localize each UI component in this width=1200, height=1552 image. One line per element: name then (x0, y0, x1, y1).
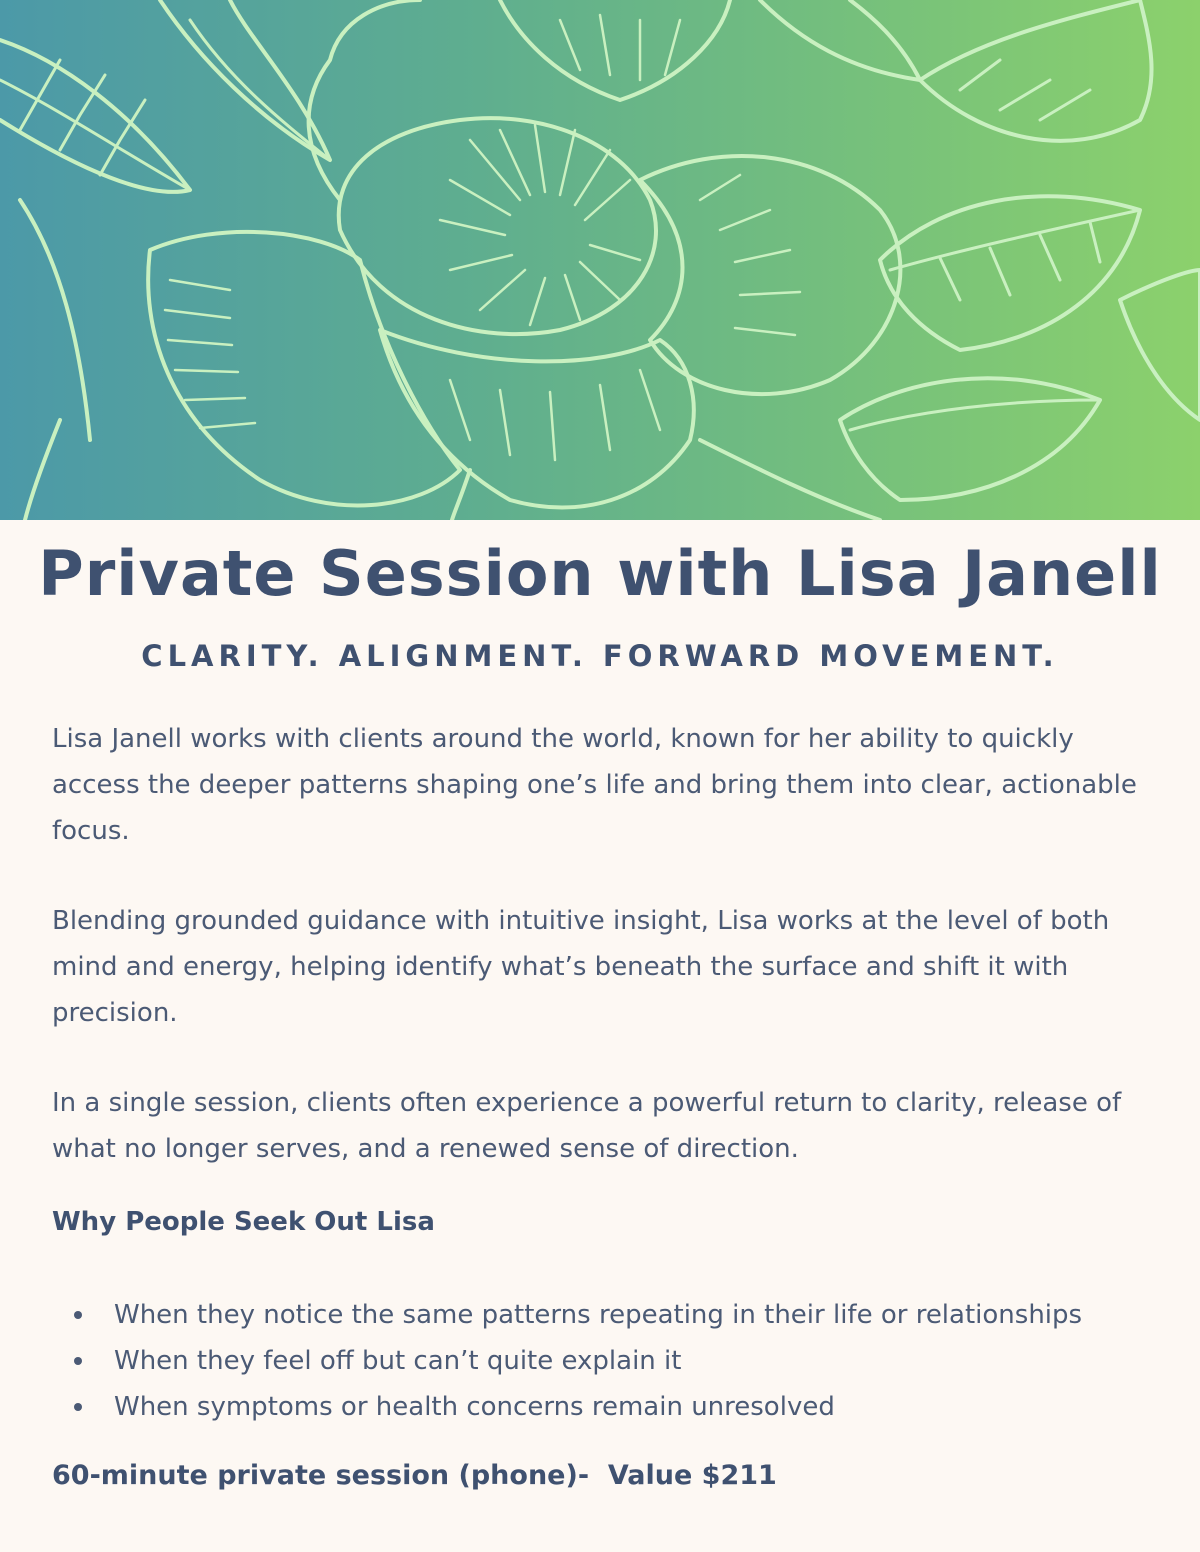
list-item (52, 1292, 1172, 1338)
reasons-list (52, 1292, 1172, 1430)
page-title: Private Session with Lisa Janell (38, 537, 1162, 610)
list-item-text: When they notice the same patterns repeating in their life or relationships (114, 1300, 1083, 1330)
approach-paragraph: Blending grounded guidance with intuitive insight, Lisa works at the level of both mind and energy, helping identify what’s beneath the surface and shift it with precision. (52, 906, 1110, 1028)
session-offer: 60-minute private session (phone)- Value $211 (52, 1460, 777, 1491)
bullet-icon (74, 1357, 82, 1365)
list-item (52, 1338, 1172, 1384)
magnolia-flower-illustration (0, 0, 1200, 520)
intro-paragraph: Lisa Janell works with clients around the world, known for her ability to quickly access the deeper patterns shaping one’s life and bring them into clear, actionable focus. (52, 724, 1137, 846)
outcome-paragraph: In a single session, clients often experience a powerful return to clarity, release of what no longer serves, and a renewed sense of direction. (52, 1088, 1122, 1164)
list-item-text: When they feel off but can’t quite explain it (114, 1346, 682, 1376)
list-item-text: When symptoms or health concerns remain unresolved (114, 1392, 835, 1422)
why-heading: Why People Seek Out Lisa (52, 1207, 435, 1237)
header-banner (0, 0, 1200, 520)
list-item (52, 1384, 1172, 1430)
bullet-icon (74, 1311, 82, 1319)
tagline: CLARITY. ALIGNMENT. FORWARD MOVEMENT. (141, 639, 1059, 673)
bullet-icon (74, 1403, 82, 1411)
